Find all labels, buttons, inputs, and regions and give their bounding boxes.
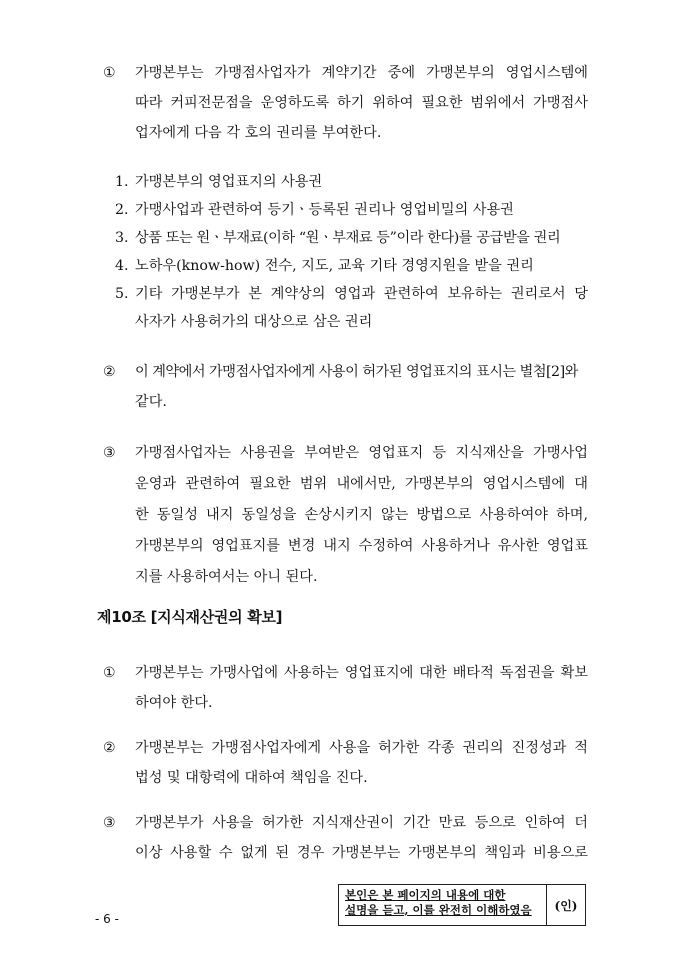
paragraph-line: 운영과 관련하여 필요한 범위 내에서만, 가맹본부의 영업시스템에 대 bbox=[135, 476, 588, 492]
list-item bbox=[115, 196, 588, 224]
list-text: 기타 가맹본부가 본 계약상의 영업과 관련하여 보유하는 권리로서 당 bbox=[135, 286, 588, 302]
page-number: - 6 - bbox=[95, 912, 119, 926]
list-text: 사자가 사용허가의 대상으로 삼은 권리 bbox=[135, 314, 373, 330]
paragraph-line: 업자에게 다음 각 호의 권리를 부여한다. bbox=[135, 125, 382, 141]
paragraph-line: 한 동일성 내지 동일성을 손상시키지 않는 방법으로 사용하여야 하며, bbox=[135, 507, 588, 523]
list-number: 1. bbox=[115, 174, 129, 190]
article10-paragraph-2 bbox=[103, 733, 588, 793]
circled-number: ② bbox=[103, 364, 116, 380]
paragraph-line: 따라 커피전문점을 운영하도록 하기 위하여 필요한 범위에서 가맹점사 bbox=[135, 95, 588, 111]
paragraph-line: 가맹본부가 사용을 허가한 지식재산권이 기간 만료 등으로 인하여 더 bbox=[135, 815, 588, 831]
paragraph-line: 가맹본부는 가맹점사업자가 계약기간 중에 가맹본부의 영업시스템에 bbox=[135, 65, 588, 81]
paragraph-line: 가맹본부는 가맹점사업자에게 사용을 허가한 각종 권리의 진정성과 적 bbox=[135, 740, 588, 756]
confirmation-line: 설명을 듣고, 이를 완전히 이해하였음 bbox=[345, 903, 532, 917]
paragraph-line: 가맹본부는 가맹사업에 사용하는 영업표지에 대한 배타적 독점권을 확보 bbox=[135, 665, 588, 681]
paragraph-line: 지를 사용하여서는 아니 된다. bbox=[135, 569, 318, 585]
article10-paragraph-1 bbox=[103, 658, 588, 718]
paragraph-line: 가맹점사업자는 사용권을 부여받은 영업표지 등 지식재산을 가맹사업 bbox=[135, 445, 588, 461]
article10-paragraph-3 bbox=[103, 808, 588, 868]
list-item bbox=[115, 280, 588, 336]
paragraph-line: 하여야 한다. bbox=[135, 695, 213, 711]
paragraph-1 bbox=[103, 58, 588, 148]
article-heading: 제10조 [지식재산권의 확보] bbox=[97, 608, 283, 626]
seal-field[interactable]: (인) bbox=[546, 885, 585, 925]
circled-number: ① bbox=[103, 65, 116, 81]
list-text: 가맹사업과 관련하여 등기ㆍ등록된 권리나 영업비밀의 사용권 bbox=[135, 202, 514, 218]
list-item bbox=[115, 252, 588, 280]
paragraph-line: 이 계약에서 가맹점사업자에게 사용이 허가된 영업표지의 표시는 별첨[2]와 bbox=[135, 364, 578, 380]
paragraph-line: 법성 및 대항력에 대하여 책임을 진다. bbox=[135, 770, 368, 786]
list-number: 5. bbox=[115, 286, 129, 302]
circled-number: ③ bbox=[103, 445, 116, 461]
list-number: 2. bbox=[115, 202, 129, 218]
paragraph-line: 이상 사용할 수 없게 된 경우 가맹본부는 가맹본부의 책임과 비용으로 bbox=[135, 845, 588, 861]
paragraph-line: 같다. bbox=[135, 394, 167, 410]
circled-number: ② bbox=[103, 740, 116, 756]
paragraph-line: 가맹본부의 영업표지를 변경 내지 수정하여 사용하거나 유사한 영업표 bbox=[135, 538, 588, 554]
list-text: 가맹본부의 영업표지의 사용권 bbox=[135, 174, 323, 190]
list-text: 상품 또는 원ㆍ부재료(이하 “원ㆍ부재료 등”이라 한다)를 공급받을 권리 bbox=[135, 230, 561, 246]
list-number: 3. bbox=[115, 230, 129, 246]
confirmation-text bbox=[339, 885, 546, 925]
list-item bbox=[115, 168, 588, 196]
list-number: 4. bbox=[115, 258, 129, 274]
rights-list bbox=[115, 168, 588, 336]
confirmation-line: 본인은 본 페이지의 내용에 대한 bbox=[345, 888, 506, 902]
confirmation-box bbox=[338, 884, 586, 926]
circled-number: ① bbox=[103, 665, 116, 681]
circled-number: ③ bbox=[103, 815, 116, 831]
list-text: 노하우(know-how) 전수, 지도, 교육 기타 경영지원을 받을 권리 bbox=[135, 258, 534, 274]
paragraph-2 bbox=[103, 357, 588, 417]
list-item bbox=[115, 224, 588, 252]
paragraph-3 bbox=[103, 438, 588, 593]
